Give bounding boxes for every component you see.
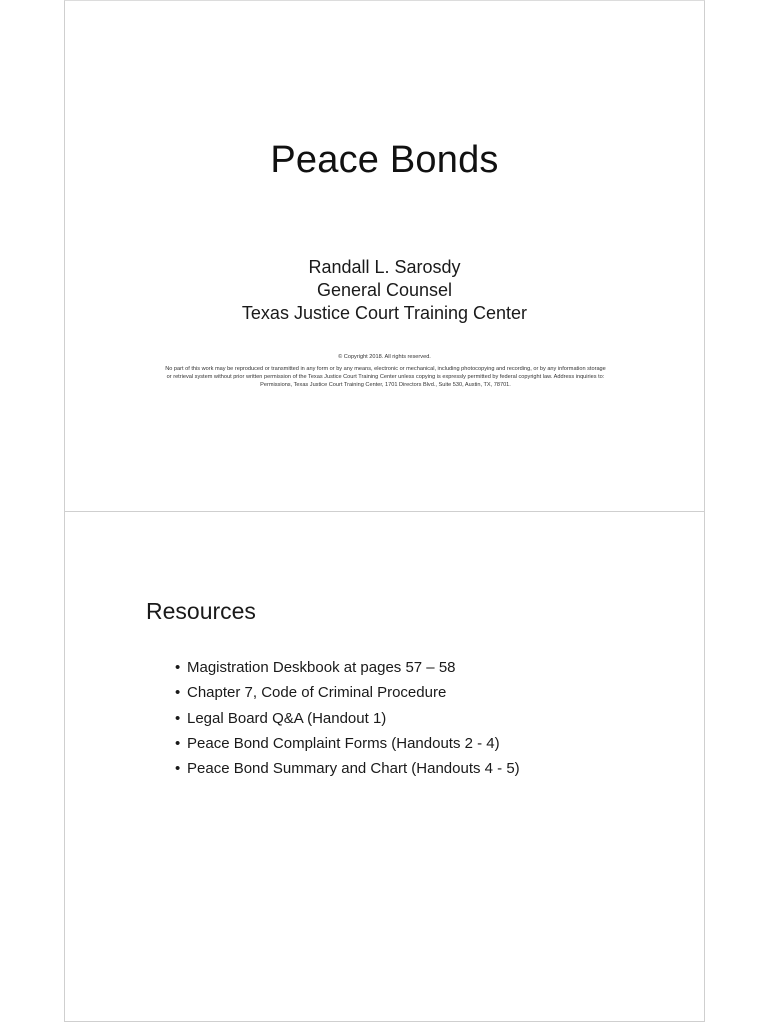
bullet-icon: • — [175, 760, 181, 778]
list-item — [175, 706, 520, 731]
copyright-line: © Copyright 2018. All rights reserved. — [338, 354, 431, 360]
bullet-icon: • — [175, 734, 181, 752]
author-name: Randall L. Sarosdy — [308, 257, 461, 277]
slide-resources — [65, 512, 704, 1022]
bullet-icon: • — [175, 659, 181, 676]
slide-title-heading: Peace Bonds — [270, 139, 499, 181]
list-item — [175, 680, 520, 705]
document-page — [64, 0, 705, 1022]
copyright-notice: No part of this work may be reproduced or transmitted in any form or by any means, electronic or mechanical, including photocopying and recording, or by any information storage or retrieval system without prior written permission of the Texas Justice Court Training Center unless copying is expressly permitted by federal copyright law. Address inquiries to: Permissions, Texas Justice Court Training Center, 1701 Directors Blvd., Suite 530, Austin, TX, 78701. — [165, 366, 606, 388]
list-item-text: Legal Board Q&A (Handout 1) — [187, 709, 387, 727]
resources-heading: Resources — [146, 598, 256, 624]
list-item-text: Peace Bond Summary and Chart (Handouts 4 - 5) — [187, 760, 520, 778]
list-item-text: Chapter 7, Code of Criminal Procedure — [187, 684, 447, 702]
bullet-icon: • — [175, 709, 181, 727]
list-item — [175, 731, 520, 756]
author-organization: Texas Justice Court Training Center — [241, 303, 528, 323]
list-item-text: Peace Bond Complaint Forms (Handouts 2 - 4) — [187, 734, 500, 752]
resources-list — [175, 655, 520, 781]
author-position: General Counsel — [316, 280, 453, 300]
bullet-icon: • — [175, 684, 181, 702]
slide-title — [65, 1, 704, 512]
list-item-text: Magistration Deskbook at pages 57 – 58 — [187, 659, 456, 676]
list-item — [175, 655, 520, 680]
author-block — [65, 256, 704, 325]
list-item — [175, 756, 520, 781]
